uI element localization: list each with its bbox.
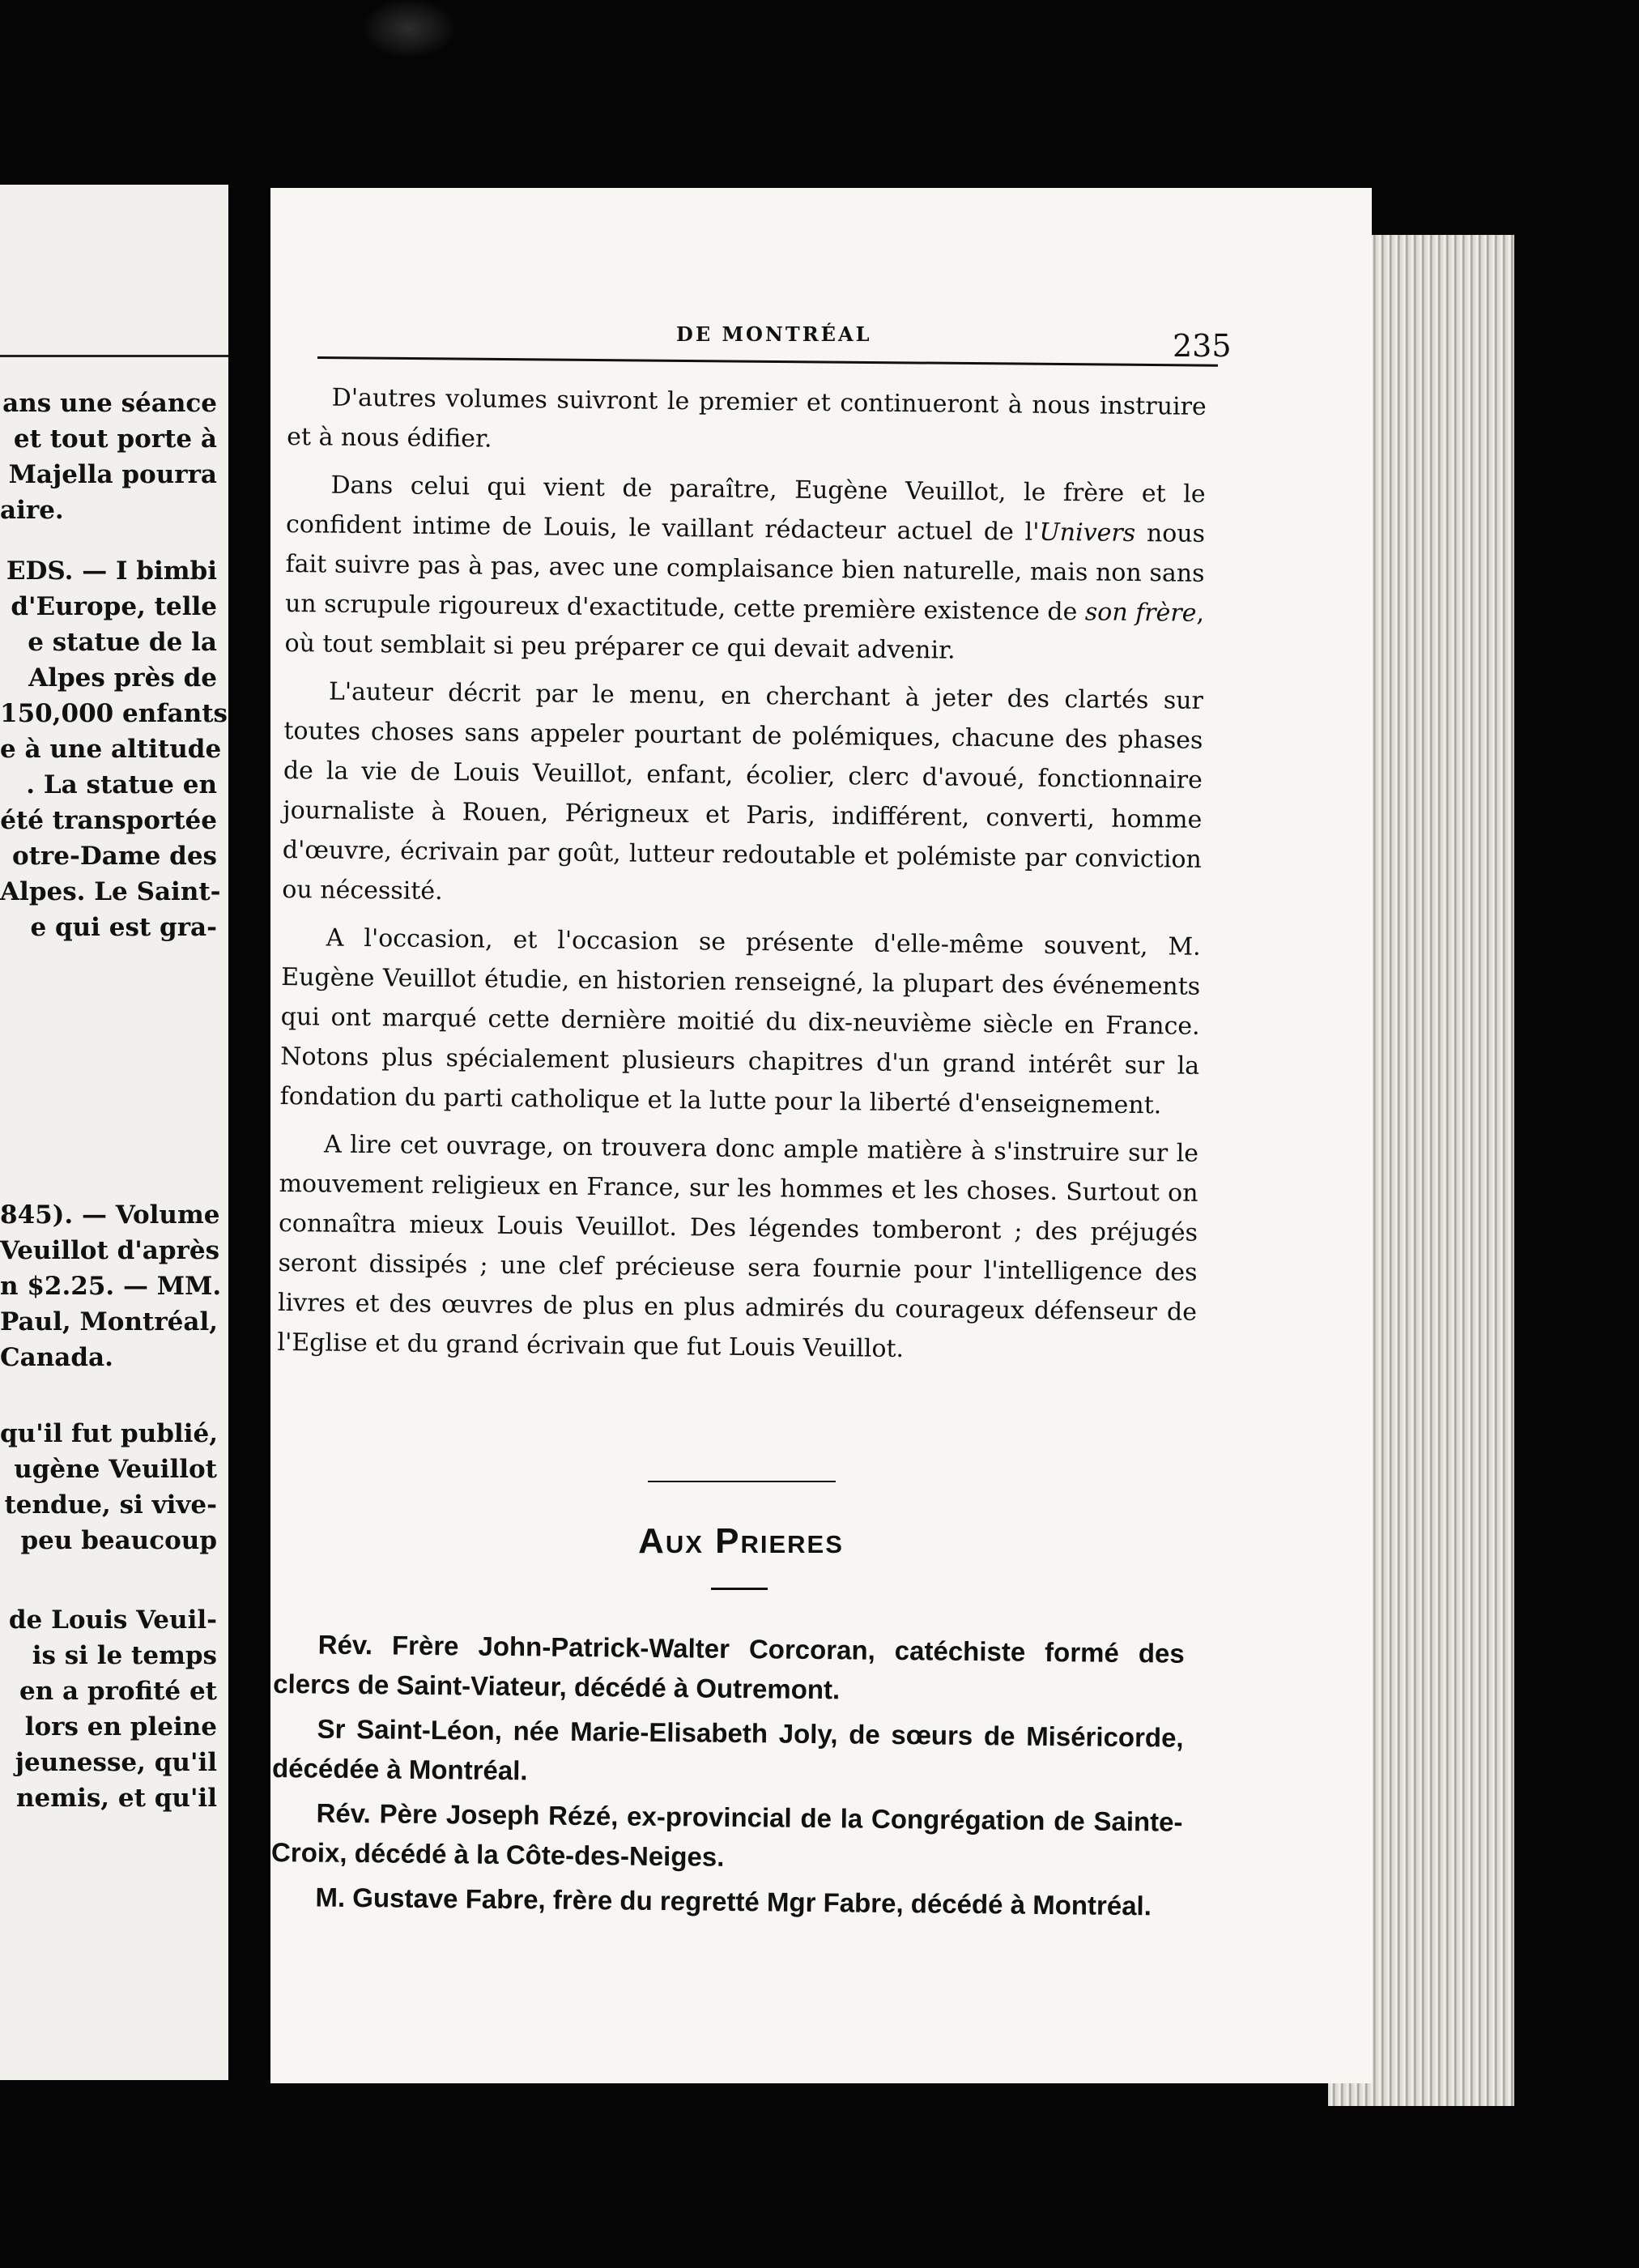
previous-page-fragment [0,185,228,2080]
obituary-list [270,1624,1185,1931]
son-frere: son frère [1084,598,1197,628]
obituary-entry: Rév. Frère John-Patrick-Walter Corcoran, catéchiste formé des clercs de Saint-Viateur, décédé à Outremont. [273,1629,1185,1705]
left-line: tendue, si vive- [4,1490,217,1520]
paragraph-3: L'auteur décrit par le menu, en cherchant à jeter des clartés sur toutes choses sans appeler pourtant de polémiques, chacune des phases de la vie de Louis Veuillot, enfant, écolier, clerc d'avoué, fonctionnaire journaliste à Rouen, Périgneux et Paris, indifférent, converti, homme d'œuvre, écrivain par goût, lutteur redoutable et polémiste par conviction ou nécessité. [282,677,1204,906]
left-line: e à une altitude [0,735,222,764]
left-fragment-top [0,386,228,528]
book-review-text [277,377,1207,1380]
left-line: d'Europe, telle [11,592,217,621]
left-line: de Louis Veuil- [8,1605,217,1635]
paragraph-1: D'autres volumes suivront le premier et continueront à nous instruire et à nous édifier. [287,383,1207,454]
section-divider [648,1481,836,1482]
left-line: Paul, Montréal, [0,1307,219,1336]
left-line: ugène Veuillot [14,1455,217,1484]
paragraph-2: Dans celui qui vient de paraître, Eugène Veuillot, le frère et le confident intime de Louis, le vaillant rédacteur actuel de l'Univers nous fait suivre pas à pas, avec une complaisance bien naturelle, mais non sans un scrupule rigoureux d'exactitude, cette première existence de son frère, où tout semblait si peu préparer ce qui devait advenir. [284,471,1206,665]
left-line: en a profité et [19,1677,217,1706]
left-line: Alpes près de [28,663,217,693]
left-line: Veuillot d'après [0,1236,220,1265]
left-line: Majella pourra [8,460,217,489]
paragraph-4: A l'occasion, et l'occasion se présente d'elle-même souvent, M. Eugène Veuillot étudie, en historien renseigné, la plupart des événements qui ont marqué cette dernière moitié du dix-neuvième siècle en France. Notons plus spécialement plusieurs chapitres d'un grand intérêt sur la fondation du parti catholique et la lutte pour la liberté d'enseignement. [279,923,1201,1120]
left-line: jeunesse, qu'il [15,1748,217,1777]
left-line: aire. [0,496,64,525]
left-line: Alpes. Le Saint- [0,877,221,906]
left-line: e statue de la [28,628,217,657]
left-line: peu beaucoup [20,1526,217,1555]
obituary-entry: Sr Saint-Léon, née Marie-Elisabeth Joly, de sœurs de Miséricorde, décédée à Montréal. [271,1713,1184,1786]
obituary-entry: Rév. Père Joseph Rézé, ex-provincial de la Congrégation de Sainte-Croix, décédé à la Côte-des-Neiges. [270,1797,1183,1872]
obituary-entry: M. Gustave Fabre, frère du regretté Mgr Fabre, décédé à Montréal. [315,1882,1152,1921]
scan-artifact [364,0,453,57]
left-page-header-rule [0,355,228,357]
left-line: . La statue en [26,770,217,799]
left-line: EDS. — I bimbi [6,556,217,586]
page-number: 235 [1173,328,1232,364]
left-line: 845). — Volume [0,1200,220,1230]
title-univers: Univers [1039,518,1136,548]
left-fragment-bottom-2 [0,1602,228,1816]
running-head: DE MONTRÉAL [676,322,872,346]
left-line: otre-Dame des [11,842,217,871]
left-line: ans une séance [2,389,217,418]
left-fragment-middle [0,553,228,945]
left-fragment-review [0,1197,228,1375]
left-line: été transportée [0,806,217,835]
left-line: is si le temps [32,1641,217,1670]
title-underline [711,1588,768,1590]
paragraph-5: A lire cet ouvrage, on trouvera donc ample matière à s'instruire sur le mouvement religieux en France, sur les hommes et les choses. Surtout on connaîtra mieux Louis Veuillot. Des légendes tomberont ; des préjugés seront dissipés ; une clef précieuse sera fournie pour l'intelligence des livres et des œuvres de plus en plus admirés du courageux défenseur de l'Eglise et du grand écrivain que fut Louis Veuillot. [277,1130,1199,1364]
left-line: Canada. [0,1343,113,1372]
left-line: nemis, et qu'il [16,1784,217,1813]
left-line: qu'il fut publié, [0,1419,218,1448]
left-line: lors en pleine [24,1712,217,1742]
left-line: e qui est gra- [30,913,217,942]
left-line: 150,000 enfants [0,699,228,728]
left-line: n $2.25. — MM. [0,1272,222,1301]
section-title: Aux Prieres [638,1521,844,1561]
left-line: et tout porte à [13,424,217,454]
